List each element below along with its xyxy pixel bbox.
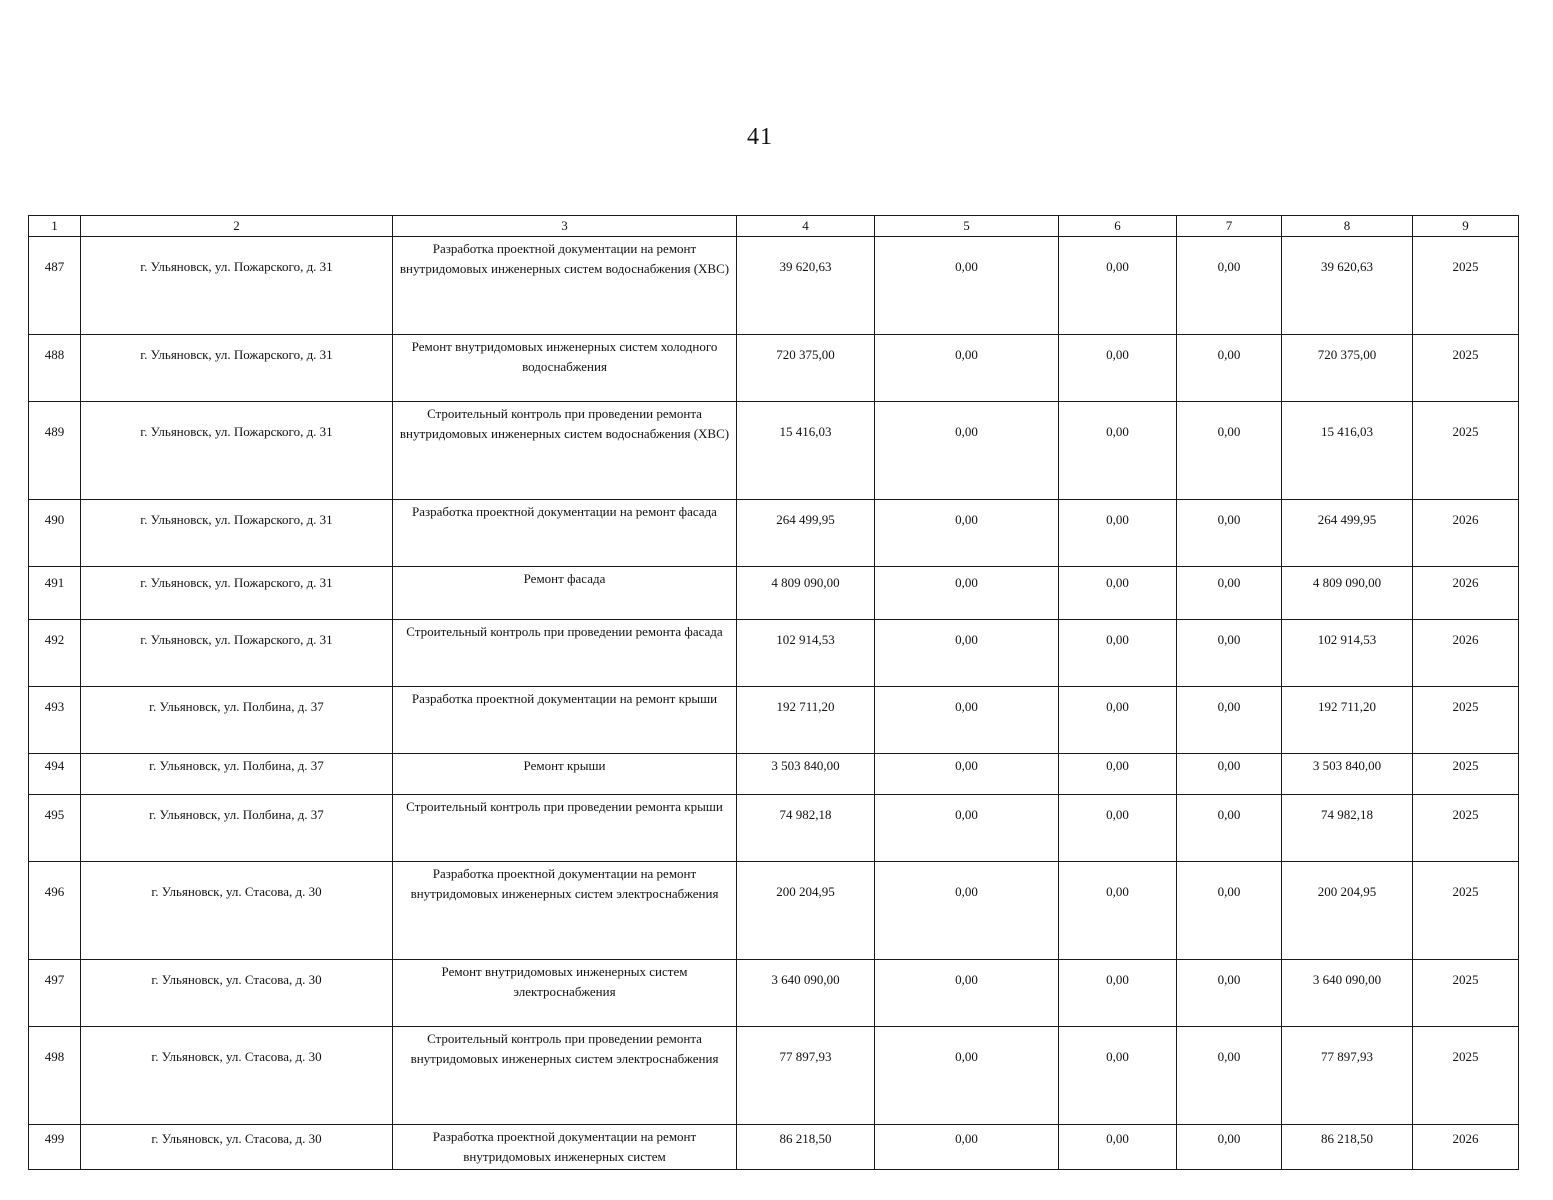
amount-cell: 4 809 090,00 (737, 567, 875, 620)
address-cell: г. Ульяновск, ул. Полбина, д. 37 (81, 795, 393, 862)
work-description-cell: Разработка проектной документации на ремонт внутридомовых инженерных систем (393, 1125, 737, 1170)
amount-cell: 39 620,63 (1282, 237, 1413, 335)
address-cell: г. Ульяновск, ул. Пожарского, д. 31 (81, 620, 393, 687)
amount-cell: 0,00 (875, 335, 1059, 402)
amount-cell: 0,00 (1177, 862, 1282, 960)
work-description-cell: Разработка проектной документации на ремонт крыши (393, 687, 737, 754)
amount-cell: 3 503 840,00 (737, 754, 875, 795)
row-number: 499 (29, 1125, 81, 1170)
amount-cell: 0,00 (1177, 620, 1282, 687)
address-cell: г. Ульяновск, ул. Полбина, д. 37 (81, 687, 393, 754)
amount-cell: 77 897,93 (1282, 1027, 1413, 1125)
repair-program-table (28, 215, 1519, 1170)
amount-cell: 0,00 (875, 687, 1059, 754)
amount-cell: 0,00 (1177, 335, 1282, 402)
amount-cell: 192 711,20 (1282, 687, 1413, 754)
amount-cell: 0,00 (1059, 960, 1177, 1027)
table-row (29, 795, 1519, 862)
year-cell: 2026 (1413, 567, 1519, 620)
row-number: 496 (29, 862, 81, 960)
row-number: 489 (29, 402, 81, 500)
year-cell: 2025 (1413, 402, 1519, 500)
table-row (29, 567, 1519, 620)
table-row (29, 960, 1519, 1027)
column-header: 8 (1282, 216, 1413, 237)
amount-cell: 74 982,18 (1282, 795, 1413, 862)
row-number: 487 (29, 237, 81, 335)
work-description-cell: Разработка проектной документации на ремонт внутридомовых инженерных систем водоснабжения (ХВС) (393, 237, 737, 335)
amount-cell: 0,00 (1059, 237, 1177, 335)
work-description-cell: Ремонт фасада (393, 567, 737, 620)
amount-cell: 192 711,20 (737, 687, 875, 754)
amount-cell: 0,00 (1059, 687, 1177, 754)
table-header (29, 216, 1519, 237)
amount-cell: 0,00 (875, 795, 1059, 862)
amount-cell: 86 218,50 (737, 1125, 875, 1170)
column-header: 5 (875, 216, 1059, 237)
amount-cell: 15 416,03 (1282, 402, 1413, 500)
column-header: 9 (1413, 216, 1519, 237)
amount-cell: 0,00 (1059, 567, 1177, 620)
row-number: 488 (29, 335, 81, 402)
table-body (29, 237, 1519, 1170)
year-cell: 2025 (1413, 1027, 1519, 1125)
amount-cell: 3 503 840,00 (1282, 754, 1413, 795)
amount-cell: 0,00 (1177, 500, 1282, 567)
work-description-cell: Разработка проектной документации на ремонт фасада (393, 500, 737, 567)
amount-cell: 0,00 (1177, 1027, 1282, 1125)
amount-cell: 3 640 090,00 (737, 960, 875, 1027)
amount-cell: 0,00 (875, 237, 1059, 335)
amount-cell: 74 982,18 (737, 795, 875, 862)
amount-cell: 0,00 (875, 567, 1059, 620)
amount-cell: 200 204,95 (737, 862, 875, 960)
table-row (29, 402, 1519, 500)
amount-cell: 0,00 (875, 862, 1059, 960)
column-header: 6 (1059, 216, 1177, 237)
table-row (29, 1027, 1519, 1125)
row-number: 497 (29, 960, 81, 1027)
work-description-cell: Разработка проектной документации на ремонт внутридомовых инженерных систем электроснабжения (393, 862, 737, 960)
table-row (29, 1125, 1519, 1170)
amount-cell: 0,00 (1177, 795, 1282, 862)
amount-cell: 0,00 (1177, 754, 1282, 795)
amount-cell: 0,00 (1059, 1027, 1177, 1125)
year-cell: 2026 (1413, 620, 1519, 687)
address-cell: г. Ульяновск, ул. Стасова, д. 30 (81, 960, 393, 1027)
column-header: 3 (393, 216, 737, 237)
amount-cell: 720 375,00 (1282, 335, 1413, 402)
row-number: 495 (29, 795, 81, 862)
work-description-cell: Строительный контроль при проведении ремонта крыши (393, 795, 737, 862)
amount-cell: 77 897,93 (737, 1027, 875, 1125)
work-description-cell: Ремонт внутридомовых инженерных систем холодного водоснабжения (393, 335, 737, 402)
amount-cell: 0,00 (1177, 237, 1282, 335)
amount-cell: 0,00 (1059, 862, 1177, 960)
work-description-cell: Ремонт внутридомовых инженерных систем электроснабжения (393, 960, 737, 1027)
year-cell: 2025 (1413, 237, 1519, 335)
row-number: 494 (29, 754, 81, 795)
year-cell: 2025 (1413, 335, 1519, 402)
amount-cell: 0,00 (875, 402, 1059, 500)
amount-cell: 0,00 (875, 1027, 1059, 1125)
page-number: 41 (747, 124, 773, 150)
amount-cell: 264 499,95 (737, 500, 875, 567)
amount-cell: 0,00 (875, 1125, 1059, 1170)
amount-cell: 0,00 (1059, 620, 1177, 687)
amount-cell: 86 218,50 (1282, 1125, 1413, 1170)
address-cell: г. Ульяновск, ул. Пожарского, д. 31 (81, 402, 393, 500)
table-row (29, 335, 1519, 402)
table-row (29, 237, 1519, 335)
amount-cell: 0,00 (1177, 960, 1282, 1027)
column-header: 1 (29, 216, 81, 237)
address-cell: г. Ульяновск, ул. Полбина, д. 37 (81, 754, 393, 795)
amount-cell: 102 914,53 (737, 620, 875, 687)
year-cell: 2026 (1413, 500, 1519, 567)
row-number: 493 (29, 687, 81, 754)
amount-cell: 102 914,53 (1282, 620, 1413, 687)
work-description-cell: Строительный контроль при проведении ремонта внутридомовых инженерных систем водоснабжения (ХВС) (393, 402, 737, 500)
work-description-cell: Строительный контроль при проведении ремонта фасада (393, 620, 737, 687)
address-cell: г. Ульяновск, ул. Пожарского, д. 31 (81, 335, 393, 402)
address-cell: г. Ульяновск, ул. Пожарского, д. 31 (81, 500, 393, 567)
row-number: 498 (29, 1027, 81, 1125)
column-header: 2 (81, 216, 393, 237)
year-cell: 2025 (1413, 687, 1519, 754)
amount-cell: 0,00 (875, 500, 1059, 567)
amount-cell: 0,00 (1059, 402, 1177, 500)
amount-cell: 0,00 (1177, 687, 1282, 754)
address-cell: г. Ульяновск, ул. Пожарского, д. 31 (81, 237, 393, 335)
amount-cell: 39 620,63 (737, 237, 875, 335)
column-number-row (29, 216, 1519, 237)
amount-cell: 0,00 (1177, 1125, 1282, 1170)
year-cell: 2025 (1413, 795, 1519, 862)
work-description-cell: Ремонт крыши (393, 754, 737, 795)
amount-cell: 0,00 (1059, 500, 1177, 567)
amount-cell: 0,00 (1177, 402, 1282, 500)
address-cell: г. Ульяновск, ул. Стасова, д. 30 (81, 862, 393, 960)
table-row (29, 620, 1519, 687)
column-header: 7 (1177, 216, 1282, 237)
year-cell: 2025 (1413, 960, 1519, 1027)
amount-cell: 264 499,95 (1282, 500, 1413, 567)
amount-cell: 15 416,03 (737, 402, 875, 500)
column-header: 4 (737, 216, 875, 237)
row-number: 491 (29, 567, 81, 620)
address-cell: г. Ульяновск, ул. Пожарского, д. 31 (81, 567, 393, 620)
year-cell: 2026 (1413, 1125, 1519, 1170)
year-cell: 2025 (1413, 862, 1519, 960)
amount-cell: 0,00 (1059, 335, 1177, 402)
table-row (29, 687, 1519, 754)
year-cell: 2025 (1413, 754, 1519, 795)
amount-cell: 0,00 (1059, 1125, 1177, 1170)
address-cell: г. Ульяновск, ул. Стасова, д. 30 (81, 1027, 393, 1125)
amount-cell: 0,00 (875, 620, 1059, 687)
amount-cell: 0,00 (875, 754, 1059, 795)
amount-cell: 200 204,95 (1282, 862, 1413, 960)
table-row (29, 754, 1519, 795)
address-cell: г. Ульяновск, ул. Стасова, д. 30 (81, 1125, 393, 1170)
table-row (29, 862, 1519, 960)
table-row (29, 500, 1519, 567)
work-description-cell: Строительный контроль при проведении ремонта внутридомовых инженерных систем электроснабжения (393, 1027, 737, 1125)
row-number: 490 (29, 500, 81, 567)
amount-cell: 0,00 (1059, 795, 1177, 862)
amount-cell: 720 375,00 (737, 335, 875, 402)
amount-cell: 0,00 (1177, 567, 1282, 620)
row-number: 492 (29, 620, 81, 687)
amount-cell: 0,00 (1059, 754, 1177, 795)
amount-cell: 3 640 090,00 (1282, 960, 1413, 1027)
amount-cell: 4 809 090,00 (1282, 567, 1413, 620)
amount-cell: 0,00 (875, 960, 1059, 1027)
